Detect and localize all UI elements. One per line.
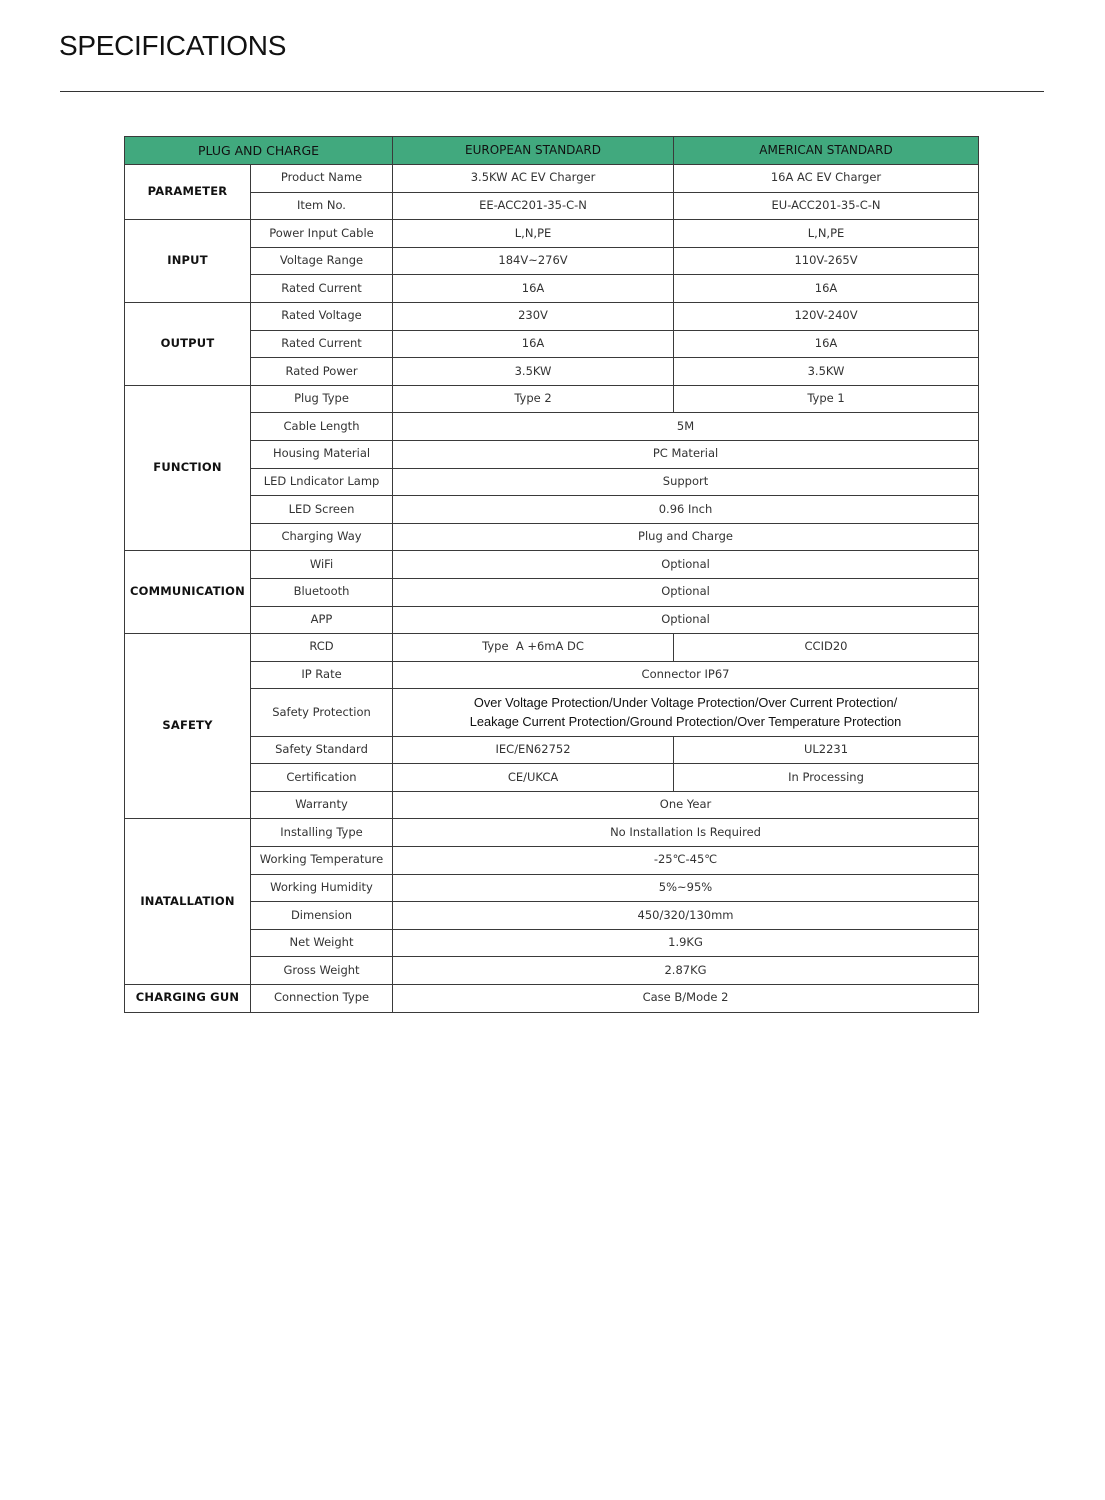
table-row [125, 902, 979, 930]
table-row [125, 929, 979, 957]
row-label: Working Humidity [251, 874, 393, 902]
table-row [125, 165, 979, 193]
row-label: Item No. [251, 192, 393, 220]
table-row [125, 275, 979, 303]
eu-value: 3.5KW [393, 358, 674, 386]
us-value: 16A [674, 275, 979, 303]
shared-value: 450/320/130mm [393, 902, 979, 930]
shared-value: PC Material [393, 440, 979, 468]
row-label: Net Weight [251, 929, 393, 957]
table-row [125, 358, 979, 386]
group-label-communication: COMMUNICATION [125, 551, 251, 634]
safety-protection-line-1: Over Voltage Protection/Under Voltage Protection/Over Current Protection/ [473, 695, 898, 711]
us-value: L,N,PE [674, 220, 979, 248]
table-row [125, 468, 979, 496]
shared-value: Optional [393, 551, 979, 579]
group-label-input: INPUT [125, 220, 251, 303]
table-row [125, 847, 979, 875]
shared-value: One Year [393, 791, 979, 819]
row-label: Rated Current [251, 330, 393, 358]
table-row [125, 302, 979, 330]
shared-value: 0.96 Inch [393, 496, 979, 524]
us-value: 16A [674, 330, 979, 358]
row-label: Rated Voltage [251, 302, 393, 330]
table-row [125, 985, 979, 1013]
safety-protection-line-2: Leakage Current Protection/Ground Protection/Over Temperature Protection [469, 714, 902, 730]
shared-value: Optional [393, 606, 979, 634]
shared-value: Case B/Mode 2 [393, 985, 979, 1013]
table-row [125, 819, 979, 847]
us-value: In Processing [674, 764, 979, 792]
table-row [125, 220, 979, 248]
us-value: 16A AC EV Charger [674, 165, 979, 193]
table-row [125, 496, 979, 524]
title-divider [60, 91, 1044, 92]
us-value: 120V-240V [674, 302, 979, 330]
us-value: CCID20 [674, 634, 979, 662]
shared-value: Support [393, 468, 979, 496]
row-label: RCD [251, 634, 393, 662]
table-row [125, 330, 979, 358]
eu-value: 3.5KW AC EV Charger [393, 165, 674, 193]
row-label: WiFi [251, 551, 393, 579]
eu-value: CE/UKCA [393, 764, 674, 792]
group-label-function: FUNCTION [125, 385, 251, 551]
row-label: Product Name [251, 165, 393, 193]
group-label-safety: SAFETY [125, 634, 251, 819]
row-label: Cable Length [251, 413, 393, 441]
table-row [125, 689, 979, 736]
table-row [125, 874, 979, 902]
table-row [125, 192, 979, 220]
row-label: Safety Protection [251, 689, 393, 736]
us-value: Type 1 [674, 385, 979, 413]
row-label: Housing Material [251, 440, 393, 468]
header-european-standard: EUROPEAN STANDARD [393, 137, 674, 165]
shared-value: Connector IP67 [393, 661, 979, 689]
specifications-table [124, 136, 979, 1013]
table-row [125, 440, 979, 468]
shared-value: Optional [393, 578, 979, 606]
table-row [125, 957, 979, 985]
row-label: LED Lndicator Lamp [251, 468, 393, 496]
row-label: Warranty [251, 791, 393, 819]
us-value: UL2231 [674, 736, 979, 764]
eu-value: Type A +6mA DC [393, 634, 674, 662]
eu-value: 16A [393, 275, 674, 303]
shared-value: 5%~95% [393, 874, 979, 902]
row-label: LED Screen [251, 496, 393, 524]
table-header-row [125, 137, 979, 165]
shared-value: -25℃-45℃ [393, 847, 979, 875]
row-label: Rated Power [251, 358, 393, 386]
row-label: Voltage Range [251, 247, 393, 275]
group-label-output: OUTPUT [125, 302, 251, 385]
group-label-charging-gun: CHARGING GUN [125, 985, 251, 1013]
eu-value: 230V [393, 302, 674, 330]
row-label: Safety Standard [251, 736, 393, 764]
shared-value: Plug and Charge [393, 523, 979, 551]
header-american-standard: AMERICAN STANDARD [674, 137, 979, 165]
table-row [125, 606, 979, 634]
eu-value: Type 2 [393, 385, 674, 413]
page-title: SPECIFICATIONS [59, 30, 287, 61]
table-row [125, 736, 979, 764]
table-row [125, 764, 979, 792]
header-plug-and-charge: PLUG AND CHARGE [125, 137, 393, 165]
shared-value: 2.87KG [393, 957, 979, 985]
row-label: Installing Type [251, 819, 393, 847]
row-label: Certification [251, 764, 393, 792]
eu-value: L,N,PE [393, 220, 674, 248]
eu-value: 16A [393, 330, 674, 358]
eu-value: IEC/EN62752 [393, 736, 674, 764]
table-row [125, 661, 979, 689]
row-label: Charging Way [251, 523, 393, 551]
row-label: Rated Current [251, 275, 393, 303]
us-value: 3.5KW [674, 358, 979, 386]
table-row [125, 523, 979, 551]
row-label: Connection Type [251, 985, 393, 1013]
shared-value: 5M [393, 413, 979, 441]
us-value: EU-ACC201-35-C-N [674, 192, 979, 220]
safety-protection-value [393, 689, 979, 736]
row-label: Bluetooth [251, 578, 393, 606]
eu-value: EE-ACC201-35-C-N [393, 192, 674, 220]
shared-value: No Installation Is Required [393, 819, 979, 847]
row-label: Power Input Cable [251, 220, 393, 248]
row-label: IP Rate [251, 661, 393, 689]
group-label-parameter: PARAMETER [125, 165, 251, 220]
row-label: Plug Type [251, 385, 393, 413]
table-row [125, 551, 979, 579]
group-label-installation: INATALLATION [125, 819, 251, 985]
row-label: Dimension [251, 902, 393, 930]
table-row [125, 791, 979, 819]
eu-value: 184V~276V [393, 247, 674, 275]
table-row [125, 413, 979, 441]
table-row [125, 385, 979, 413]
table-row [125, 634, 979, 662]
table-row [125, 247, 979, 275]
row-label: APP [251, 606, 393, 634]
table-row [125, 578, 979, 606]
us-value: 110V-265V [674, 247, 979, 275]
row-label: Working Temperature [251, 847, 393, 875]
row-label: Gross Weight [251, 957, 393, 985]
shared-value: 1.9KG [393, 929, 979, 957]
